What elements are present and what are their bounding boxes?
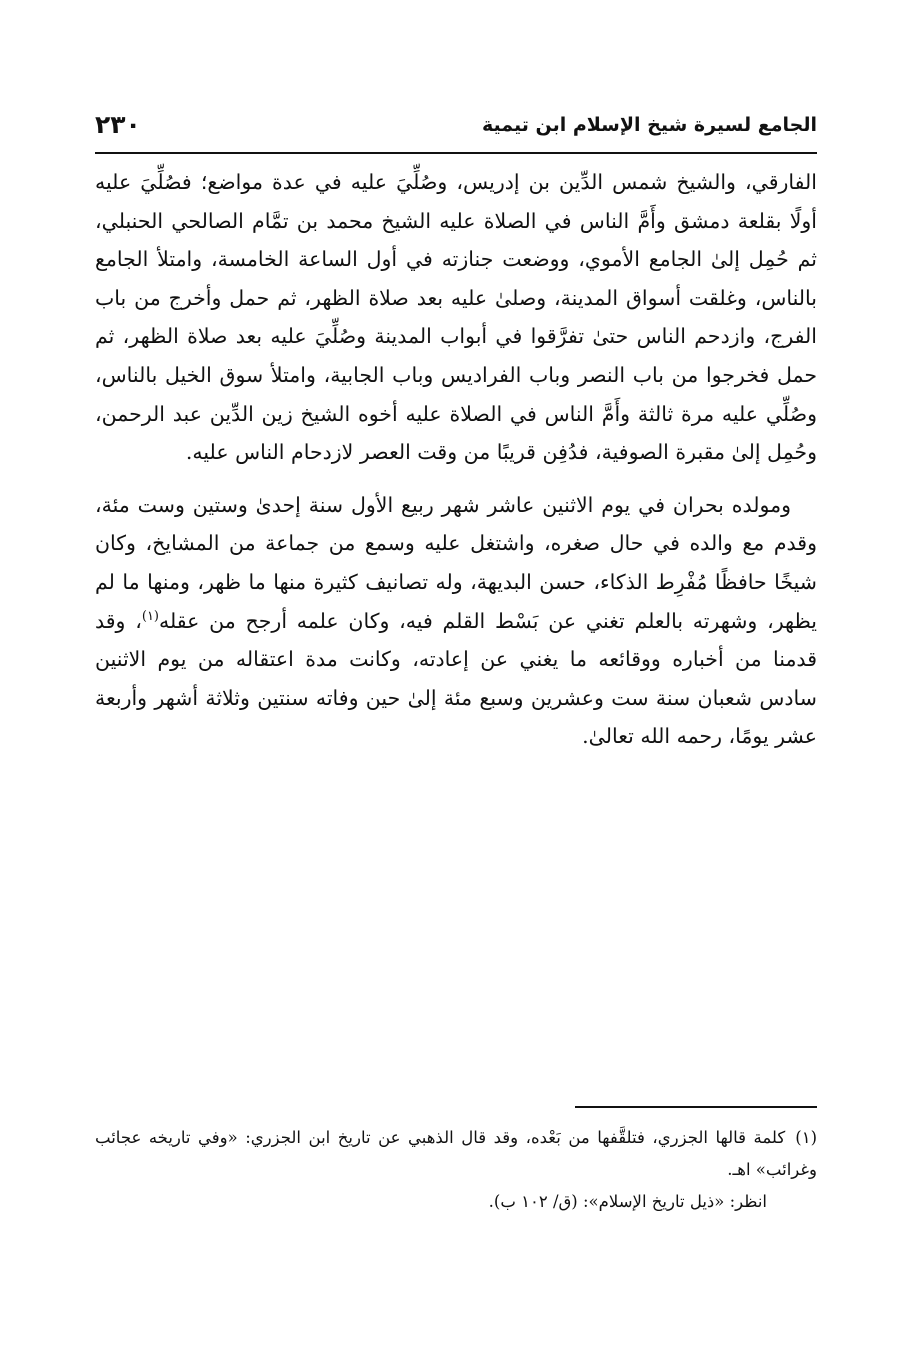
main-text: [95, 163, 817, 756]
footnote-reference[interactable]: (١): [141, 608, 159, 624]
paragraph-funeral: الفارقي، والشيخ شمس الدِّين بن إدريس، وصُلِّيَ عليه في عدة مواضع؛ فصُلِّيَ عليه أولًا بقلعة دمشق وأَمَّ الناس في الصلاة عليه الشيخ محمد بن تمَّام الصالحي الحنبلي، ثم حُمِل إلىٰ الجامع الأموي، ووضعت جنازته في أول الساعة الخامسة، وامتلأ الجامع بالناس، وغلقت أسواق المدينة، وصلىٰ عليه بعد صلاة الظهر، ثم حمل وأخرج من باب الفرج، وازدحم الناس حتىٰ تفرَّقوا في أبواب المدينة وصُلِّيَ عليه بعد صلاة الظهر، ثم حمل فخرجوا من باب النصر وباب الفراديس وباب الجابية، وامتلأ سوق الخيل بالناس، وصُلِّي عليه مرة ثالثة وأَمَّ الناس في الصلاة عليه أخوه الشيخ زين الدِّين عبد الرحمن، وحُمِل إلىٰ مقبرة الصوفية، فدُفِن قريبًا من وقت العصر لازدحام الناس عليه.: [95, 170, 817, 465]
paragraph-text-before-ref: ومولده بحران في يوم الاثنين عاشر شهر ربيع الأول سنة إحدىٰ وستين وست مئة، وقدم مع والده في حال صغره، واشتغل عليه وسمع من جماعة من المشايخ، وكان شيخًا حافظًا مُفْرِط الذكاء، حسن البديهة، وله تصانيف كثيرة منها ما ظهر، ومنها ما لم يظهر، وشهرته بالعلم تغني عن بَسْط القلم فيه، وكان علمه أرجح من عقله: [95, 492, 817, 633]
page-number: ٢٣٠: [95, 110, 141, 139]
footnote-text: كلمة قالها الجزري، فتلقَّفها من بَعْده، وقد قال الذهبي عن تاريخ ابن الجزري: «وفي تاريخه عجائب وغرائب» اهـ.: [95, 1128, 817, 1179]
footnote-item: [95, 1122, 817, 1186]
footnote-source: انظر: «ذيل تاريخ الإسلام»: (ق/ ١٠٢ ب).: [488, 1192, 767, 1211]
paragraph-biography: [95, 486, 817, 756]
running-book-title: الجامع لسيرة شيخ الإسلام ابن تيمية: [481, 114, 817, 136]
footnote-separator: [575, 1106, 817, 1108]
footnote-number: (١): [795, 1128, 817, 1147]
paragraph-text-after-ref: ، وقد قدمنا من أخباره ووقائعه ما يغني عن إعادته، وكانت مدة اعتقاله من يوم الاثنين سادس شعبان سنة ست وعشرين وسبع مئة إلىٰ حين وفاته سنتين وثلاثة أشهر وأربعة عشر يومًا، رحمه الله تعالىٰ.: [95, 608, 817, 749]
footnotes: [95, 1122, 817, 1218]
page-header: [95, 108, 817, 154]
